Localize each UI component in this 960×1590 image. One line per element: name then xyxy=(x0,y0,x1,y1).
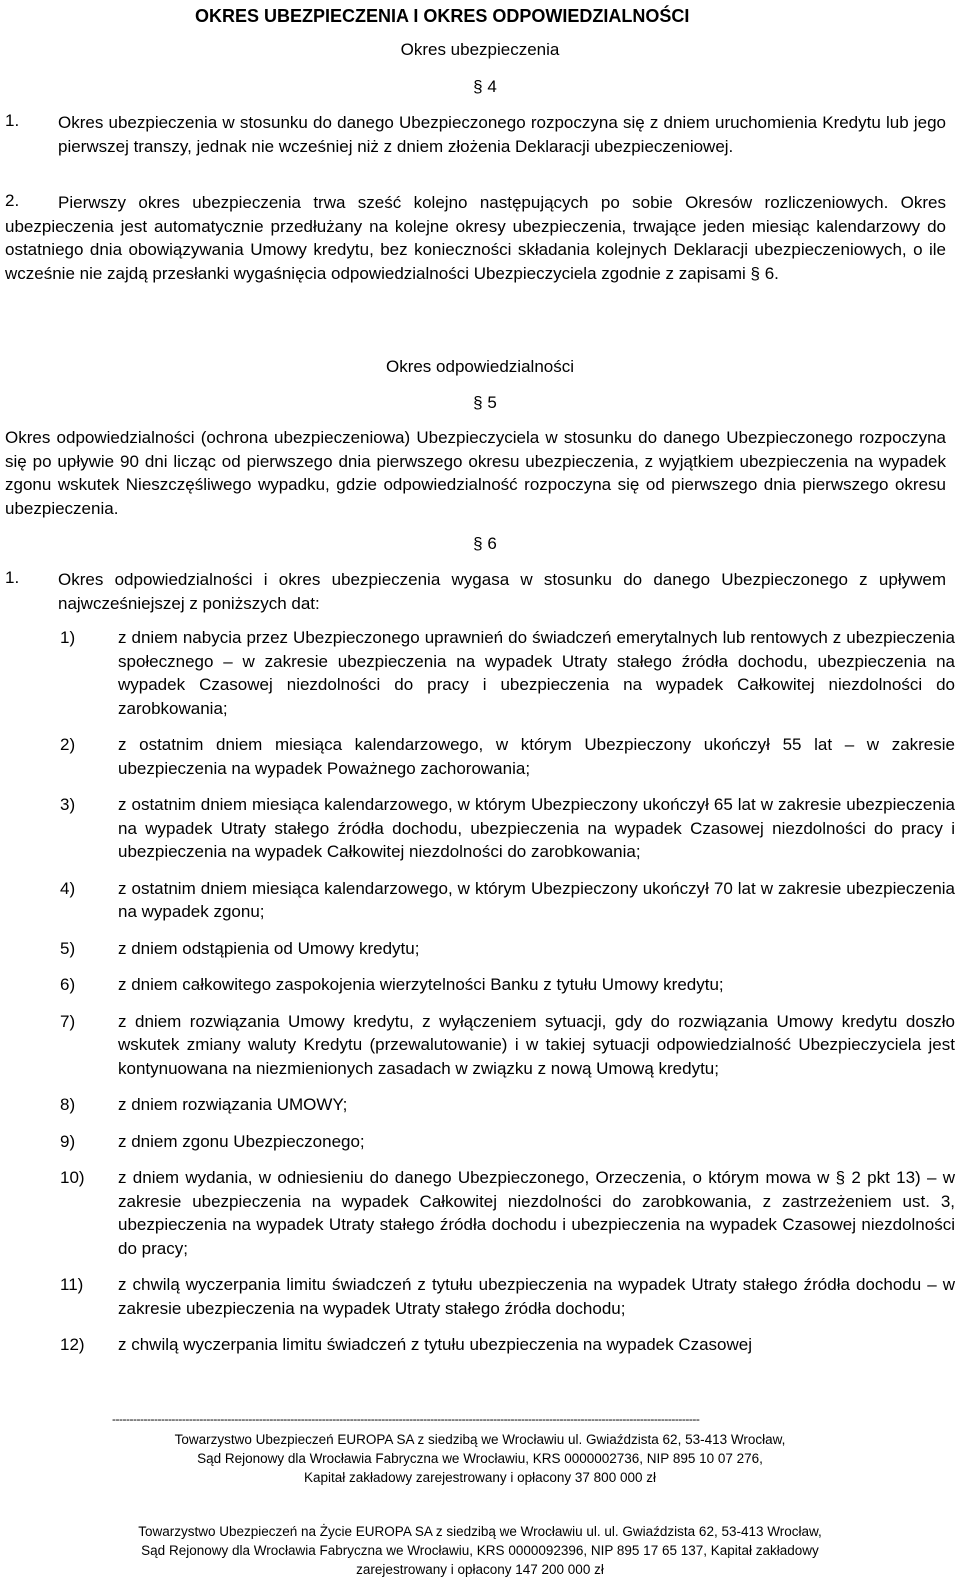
footer-line: Sąd Rejonowy dla Wrocławia Fabryczna we Wrocławiu, KRS 0000092396, NIP 895 17 65 137, Kapitał zakładowy xyxy=(141,1543,819,1558)
item-text: z ostatnim dniem miesiąca kalendarzowego, w którym Ubezpieczony ukończył 55 lat – w zakresie ubezpieczenia na wypadek Poważnego zachorowania; xyxy=(118,735,955,778)
footer-line: Kapitał zakładowy zarejestrowany i opłacony 37 800 000 zł xyxy=(304,1470,656,1485)
item-number: 1) xyxy=(60,628,76,647)
item-text: z dniem całkowitego zaspokojenia wierzytelności Banku z tytułu Umowy kredytu; xyxy=(118,975,724,994)
footer-line: Sąd Rejonowy dla Wrocławia Fabryczna we Wrocławiu, KRS 0000002736, NIP 895 10 07 276, xyxy=(197,1451,763,1466)
clause-text: Okres ubezpieczenia w stosunku do danego Ubezpieczonego rozpoczyna się z dniem uruchomienia Kredytu lub jego pierwszej transzy, jednak nie wcześniej niż z dniem złożenia Deklaracji ubezpieczeniowej. xyxy=(58,113,946,156)
item-number: 11) xyxy=(60,1275,84,1294)
clause-number: 2. xyxy=(5,191,20,210)
item-text: z dniem rozwiązania Umowy kredytu, z wyłączeniem sytuacji, gdy do rozwiązania Umowy kredytu doszło wskutek zmiany waluty Kredytu (przewalutowanie) i w takiej sytuacji odpowiedzialność Ubezpieczyciela jest kontynuowana na niezmienionych zasadach w związku z nową Umową kredytu; xyxy=(118,1011,955,1078)
item-text: z ostatnim dniem miesiąca kalendarzowego, w którym Ubezpieczony ukończył 65 lat w zakresie ubezpieczenia na wypadek Utraty stałego źródła dochodu, ubezpieczenia na wypadek Czasowej niezdolności do pracy i ubezpieczenia na wypadek Całkowitej niezdolności do zarobkowania; xyxy=(118,795,955,861)
item-text: z dniem wydania, w odniesieniu do danego Ubezpieczonego, Orzeczenia, o którym mowa w § 2 pkt 13) – w zakresie ubezpieczenia na wypadek Całkowitej niezdolności do zarobkowania, z zastrzeżeniem ust. 3, ubezpieczenia na wypadek Utraty stałego źródła dochodu i ubezpieczenia na wypadek Czasowej niezdolności do pracy; xyxy=(118,1168,955,1258)
expiry-condition-item xyxy=(60,733,955,780)
footer-line: zarejestrowany i opłacony 147 200 000 zł xyxy=(356,1562,604,1577)
expiry-condition-item xyxy=(60,1273,955,1320)
item-number: 2) xyxy=(60,735,76,754)
item-text: z ostatnim dniem miesiąca kalendarzowego, w którym Ubezpieczony ukończył 70 lat w zakresie ubezpieczenia na wypadek zgonu; xyxy=(118,878,955,921)
item-text: z dniem odstąpienia od Umowy kredytu; xyxy=(118,938,420,958)
clause-text: Pierwszy okres ubezpieczenia trwa sześć kolejno następujących po sobie Okresów rozliczeniowych. Okres ubezpieczenia jest automatycznie przedłużany na kolejne okresy ubezpieczenia, trwające jeden miesiąc kalendarzowy do ostatniego dnia obowiązywania Umowy kredytu, bez konieczności składania kolejnych Deklaracji ubezpieczeniowych, o ile wcześnie nie zajdą przesłanki wygaśnięcia odpowiedzialności Ubezpieczyciela zgodnie z zapisami § 6. xyxy=(5,193,946,283)
item-number: 12) xyxy=(60,1335,85,1354)
expiry-condition-item xyxy=(60,1333,955,1357)
item-text: z chwilą wyczerpania limitu świadczeń z tytułu ubezpieczenia na wypadek Czasowej xyxy=(118,1335,753,1354)
item-number: 9) xyxy=(60,1131,76,1151)
paragraph-mark-6: § 6 xyxy=(473,534,497,553)
item-text: z chwilą wyczerpania limitu świadczeń z tytułu ubezpieczenia na wypadek Utraty stałego źródła dochodu – w zakresie ubezpieczenia na wypadek Utraty stałego źródła dochodu; xyxy=(118,1275,955,1318)
expiry-condition-item xyxy=(60,793,955,864)
clause-5-text: Okres odpowiedzialności (ochrona ubezpieczeniowa) Ubezpieczyciela w stosunku do danego Ubezpieczonego rozpoczyna się po upływie 90 dni licząc od pierwszego dnia pierwszego okresu ubezpieczenia, z wyjątkiem ubezpieczenia na wypadek zgonu wskutek Nieszczęśliwego wypadku, gdzie odpowiedzialność rozpoczyna się od pierwszego dnia pierwszego okresu ubezpieczenia. xyxy=(5,428,946,518)
expiry-condition-item xyxy=(60,1010,955,1081)
item-number: 7) xyxy=(60,1011,76,1031)
expiry-condition-item xyxy=(60,1130,955,1154)
footer-block-life-insurer xyxy=(0,1522,960,1579)
item-text: z dniem nabycia przez Ubezpieczonego uprawnień do świadczeń emerytalnych lub rentowych z ubezpieczenia społecznego – w zakresie ubezpieczenia na wypadek Utraty stałego źródła dochodu, ubezpieczenia na wypadek Czasowej niezdolności do pracy i ubezpieczenia na wypadek Całkowitej niezdolności do zarobkowania; xyxy=(118,628,955,718)
item-number: 10) xyxy=(60,1168,85,1187)
expiry-condition-item xyxy=(60,1166,955,1260)
expiry-condition-item xyxy=(60,626,955,720)
expiry-condition-item xyxy=(60,937,955,961)
item-number: 5) xyxy=(60,938,76,958)
footer-line: Towarzystwo Ubezpieczeń na Życie EUROPA SA z siedzibą we Wrocławiu ul. ul. Gwiaździsta 62, 53-413 Wrocław, xyxy=(138,1524,822,1539)
document-title: OKRES UBEZPIECZENIA I OKRES ODPOWIEDZIALNOŚCI xyxy=(195,6,690,26)
section-heading-liability-period: Okres odpowiedzialności xyxy=(385,357,575,376)
footer-separator: ------------------------------------------------------------------------------------------------------------------------------------------------------------------------ xyxy=(112,1412,700,1426)
expiry-conditions-list xyxy=(60,626,955,1370)
paragraph-mark-4: § 4 xyxy=(473,77,497,96)
section-heading-insurance-period: Okres ubezpieczenia xyxy=(400,40,560,59)
item-text: z dniem rozwiązania UMOWY; xyxy=(118,1095,348,1114)
clause-text: Okres odpowiedzialności i okres ubezpieczenia wygasa w stosunku do danego Ubezpieczonego z upływem najwcześniejszej z poniższych dat: xyxy=(58,570,946,613)
item-number: 6) xyxy=(60,975,76,994)
footer-line: Towarzystwo Ubezpieczeń EUROPA SA z siedzibą we Wrocławiu ul. Gwiaździsta 62, 53-413 Wrocław, xyxy=(174,1432,786,1447)
item-number: 3) xyxy=(60,795,76,814)
item-text: z dniem zgonu Ubezpieczonego; xyxy=(118,1131,365,1151)
clause-number: 1. xyxy=(5,111,20,130)
paragraph-mark-5: § 5 xyxy=(473,393,497,412)
expiry-condition-item xyxy=(60,973,955,997)
item-number: 4) xyxy=(60,878,76,898)
footer-block-property-insurer xyxy=(0,1430,960,1487)
expiry-condition-item xyxy=(60,877,955,924)
item-number: 8) xyxy=(60,1095,76,1114)
expiry-condition-item xyxy=(60,1093,955,1117)
clause-number: 1. xyxy=(5,568,20,587)
